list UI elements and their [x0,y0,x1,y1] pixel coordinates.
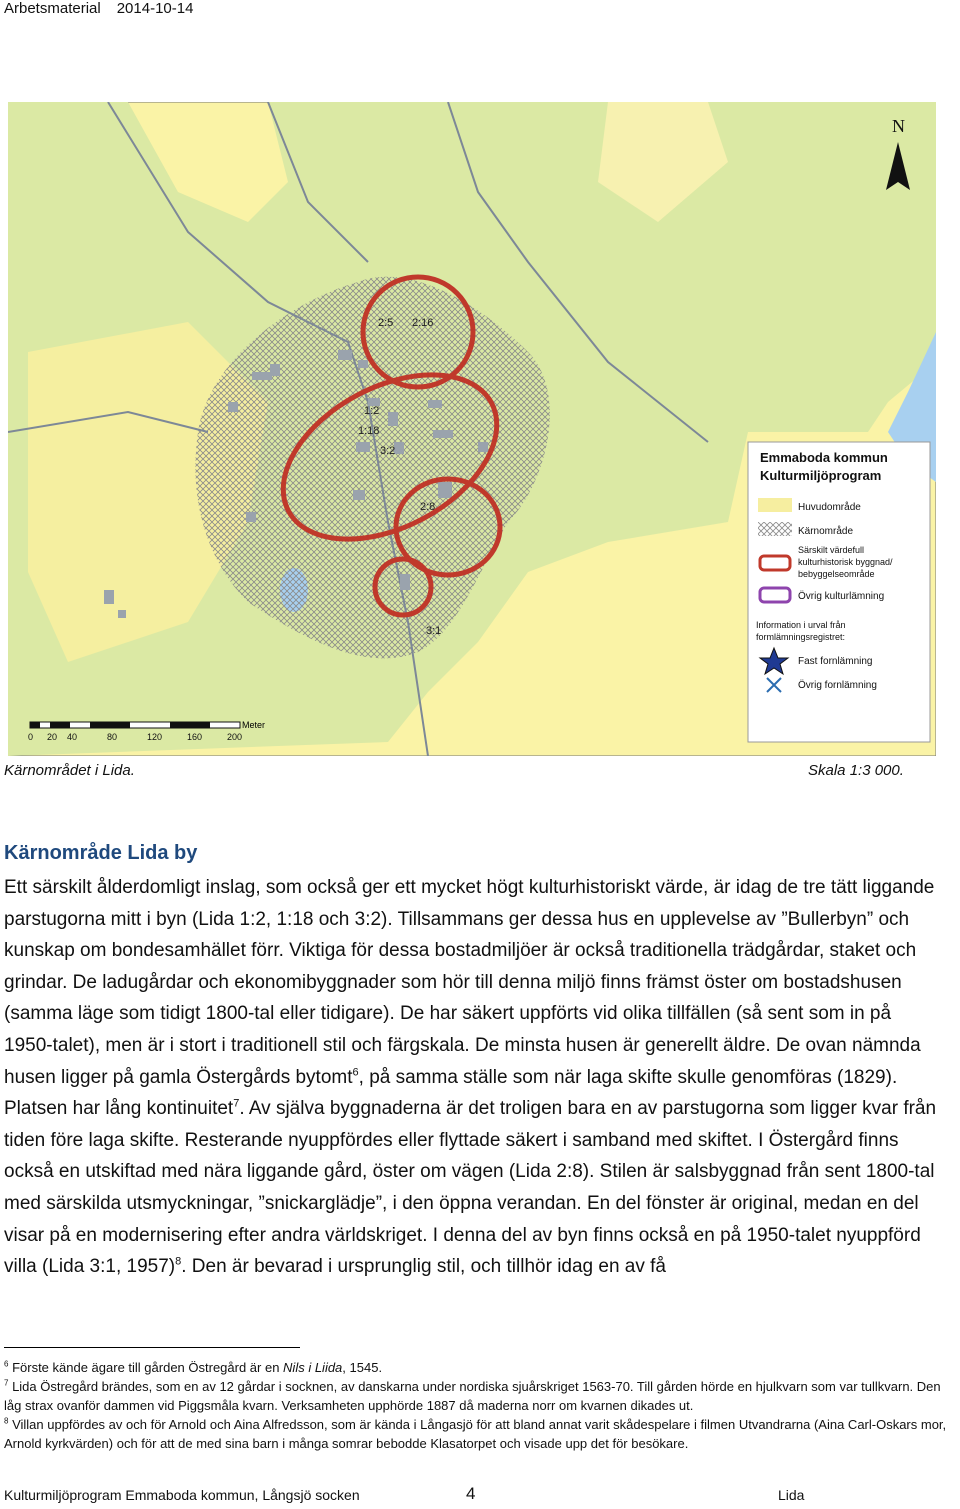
header-date: 2014-10-14 [116,0,194,17]
footnote-ref-6[interactable]: 6 [352,1066,359,1079]
svg-text:80: 80 [107,732,118,742]
label-1-2: 1:2 [364,405,380,417]
footnote-8: $^8$ Villan uppfördes av och för Arnold och Aina Alfredsson, som är kända i Långasjö för att bland annat varit skådespelare i filmen Utvandrarna (Aina Carl-Oskars mor, Arnold kyrkvärden) och för att de med sina barn i många somrar bebodde Klasatorpet och visade upp det för besökare. [4,1416,947,1451]
svg-text:Emmaboda kommun: Emmaboda kommun [760,450,888,465]
svg-text:0: 0 [28,732,34,742]
svg-text:Information i urval från: Information i urval från [756,620,846,630]
label-2-16: 2:16 [412,317,434,329]
svg-text:200: 200 [227,732,243,742]
svg-text:kulturhistorisk byggnad/: kulturhistorisk byggnad/ [798,557,893,567]
svg-text:160: 160 [187,732,203,742]
svg-text:Kärnområde: Kärnområde [798,526,854,537]
footnote-7: $^7$ Lida Östregård brändes, som en av 12 gårdar i socknen, av danskarna under nordiska sjuårskriget 1563-70. Till gården hörde en hjulkvarn som var tullkvarn. Den låg strax ovanför dammen vid Piggsmåla kvarn. Verksamheten upphörde 1887 då maderna norr om kvarnen dikades ut. [4,1378,941,1413]
svg-text:Fast fornlämning: Fast fornlämning [798,656,873,667]
svg-text:N: N [892,116,905,136]
svg-text:formlämningsregistret:: formlämningsregistret: [756,632,846,642]
svg-text:Huvudområde: Huvudområde [798,502,861,513]
svg-text:40: 40 [67,732,78,742]
map-legend [748,442,930,742]
label-1-18: 1:18 [358,425,380,437]
map-scale-caption: Skala 1:3 000. [808,762,904,779]
body-paragraph: Ett särskilt ålderdomligt inslag, som också ger ett mycket högt kulturhistoriskt värde, är idag de tre tätt liggande parstugorna mitt i byn (Lida 1:2, 1:18 och 3:2). Tillsammans ger dessa hus en upplevelse av ”Bullerbyn” och kunskap om bondesamhället förr. Viktiga för dessa bostadmiljöer är också traditionella trädgårdar, staket och grindar. De ladugårdar och ekonomibyggnader som hör till denna miljö finns främst öster om bostadshusen (samma läge som tidigt 1800-tal eller tidigare). De har säkert uppförts vid olika tillfällen (så sent som in på 1950-talet), men är i stort i traditionell stil och färgskala. De minsta husen är generellt äldre. De ovan nämnda husen ligger på gamla Östergårds bytomt$^6$, på samma ställe som när laga skifte skulle genomföras (1829). Platsen har lång kontinuitet$^7$. Av själva byggnaderna är det troligen bara en av parstugorna som ligger kvar från tiden före laga skifte. Resterande nyuppfördes eller flyttade säkert i samband med skiftet. I Östergård finns också en utskiftad med nära liggande gård, öster om vägen (Lida 2:8). Stilen är salsbyggnad från sent 1800-tal med särskilda utsmyckningar, ”snickarglädje”, i den öppna verandan. En del fönster är original, medan en del visar på en modernisering efter andra världskriget. I denna del av byn finns också en på 1950-talet nyuppförd villa (Lida 3:1, 1957)$^8$. Den är bevarad i ursprunglig stil, och tillhör idag en av få [4,877,937,1278]
svg-text:120: 120 [147,732,163,742]
footnote-6: $^6$ Förste kände ägare till gården Östregård är en Nils i Liida, 1545. [4,1359,383,1375]
footnote-divider [4,1347,300,1348]
header-label: Arbetsmaterial [4,0,101,17]
footnote-ref-8[interactable]: 8 [175,1255,182,1268]
svg-text:20: 20 [47,732,58,742]
label-2-5: 2:5 [378,317,394,329]
footnote-ref-7[interactable]: 7 [233,1097,240,1110]
svg-text:Meter: Meter [242,720,266,730]
svg-text:Övrig kulturlämning: Övrig kulturlämning [798,591,885,602]
svg-text:Övrig fornlämning: Övrig fornlämning [798,680,877,691]
svg-text:bebyggelseområde: bebyggelseområde [798,569,875,579]
footer-title: Kulturmiljöprogram Emmaboda kommun, Långsjö socken [4,1487,360,1503]
label-2-8: 2:8 [420,501,436,513]
label-3-1: 3:1 [426,625,442,637]
svg-text:Särskilt värdefull: Särskilt värdefull [798,545,865,555]
map-figure [8,102,936,756]
section-title: Kärnområde Lida by [4,842,198,864]
map-caption: Kärnområdet i Lida. [4,762,135,779]
footer-section: Lida [778,1487,805,1503]
label-3-2: 3:2 [380,445,396,457]
page-header [4,0,209,17]
page-number: 4 [466,1484,476,1503]
footnotes [4,1358,960,1453]
svg-text:Kulturmiljöprogram: Kulturmiljöprogram [760,468,882,483]
